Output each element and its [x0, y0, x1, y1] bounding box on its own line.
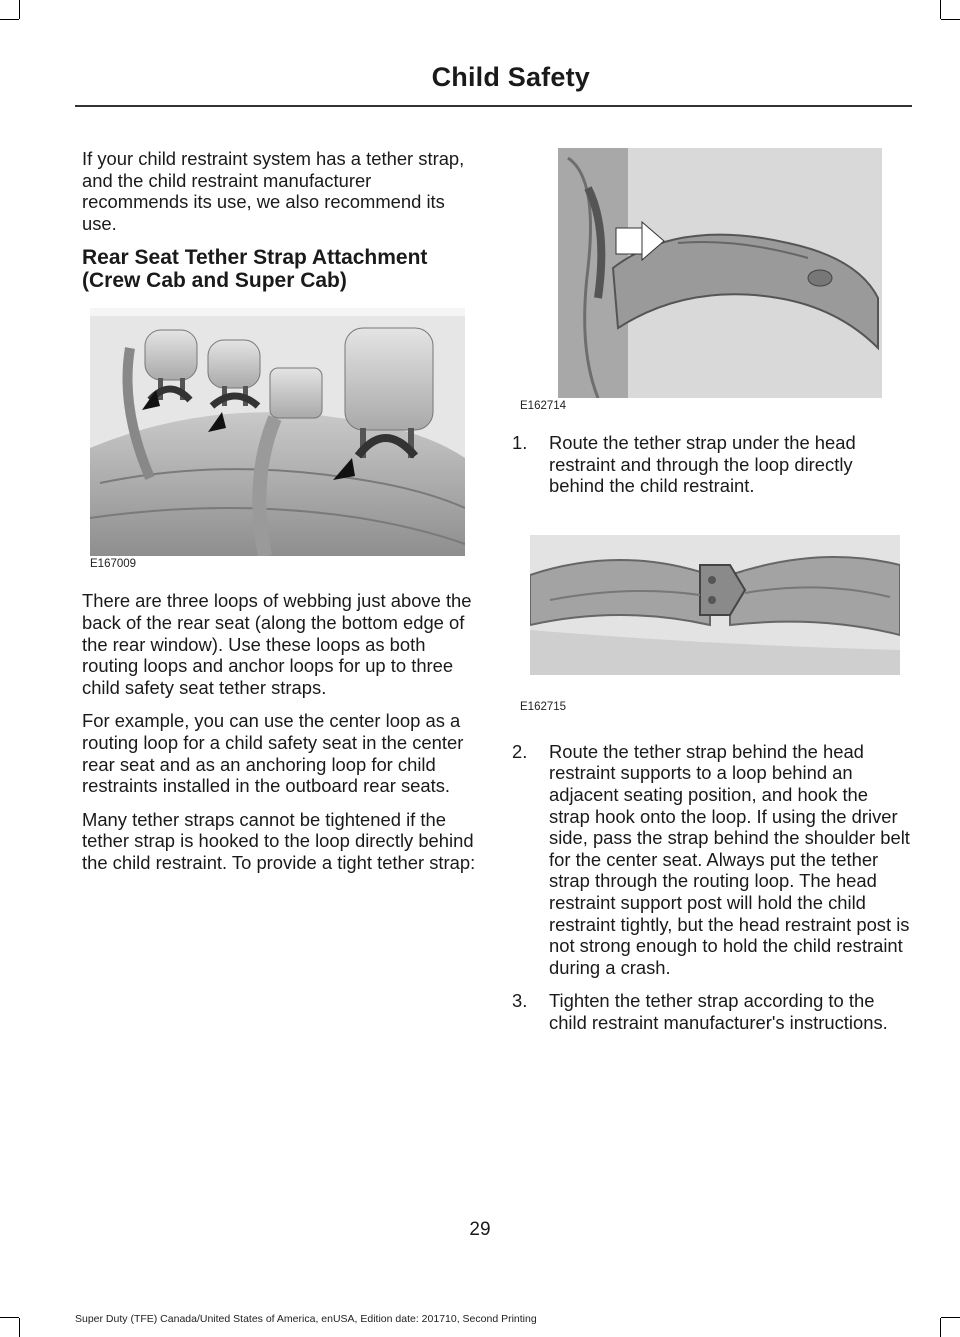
crop-mark: [940, 1318, 941, 1337]
figure-tether-route: [520, 148, 898, 412]
figure-code: E162715: [520, 700, 567, 713]
section-heading: Rear Seat Tether Strap Attachment (Crew Cab and Super Cab): [82, 246, 428, 293]
paragraph-example: For example, you can use the center loop as a routing loop for a child safety seat in the center rear seat and as an anchoring loop for child restraints installed in the outboard rear seats.: [82, 710, 464, 797]
steps-list-a: [512, 432, 910, 497]
step-item: 1. Route the tether strap under the head restraint and through the loop directly behind the child restraint.: [512, 432, 856, 497]
tether-route-drawing: [558, 148, 882, 398]
rear-seat-illustration: [90, 308, 465, 556]
figure-tether-hook: [520, 535, 898, 713]
crop-mark: [19, 0, 20, 19]
page-number: 29: [469, 1219, 491, 1240]
crop-mark: [19, 1318, 20, 1337]
header-divider: [75, 105, 912, 107]
tether-route-illustration: [558, 148, 882, 398]
tether-hook-illustration: [530, 535, 900, 675]
footer-text: Super Duty (TFE) Canada/United States of America, enUSA, Edition date: 201710, Second Printing: [75, 1313, 537, 1325]
right-column: [512, 148, 910, 1046]
step-item: 2. Route the tether strap behind the head restraint supports to a loop behind an adjacent seating position, and hook the strap hook onto the loop. If using the driver side, pass the strap behind the shoulder belt for the center seat. Always put the tether strap through the routing loop. The head restraint support post will hold the child restraint tightly, but the head restraint post is not strong enough to hold the child restraint during a crash.: [512, 740, 910, 978]
paragraph-loops: There are three loops of webbing just above the back of the rear seat (along the bottom edge of the rear window). Use these loops as both routing loops and anchor loops for up to three child safety seat tether straps.: [82, 590, 472, 698]
crop-mark: [0, 1317, 19, 1318]
left-column: [82, 148, 477, 886]
figure-rear-seat-loops: [90, 308, 465, 570]
paragraph-tether-tight: Many tether straps cannot be tightened if the tether strap is hooked to the loop directly behind the child restraint. To provide a tight tether strap:: [82, 808, 476, 873]
crop-mark: [940, 0, 941, 19]
crop-mark: [0, 19, 19, 20]
steps-list-b: [512, 741, 910, 1034]
page-title: Child Safety: [431, 62, 590, 92]
figure-code: E162714: [520, 400, 567, 412]
figure-code: E167009: [90, 558, 137, 571]
intro-paragraph: If your child restraint system has a tether strap, and the child restraint manufacturer recommends its use, we also recommend its use.: [82, 148, 465, 234]
tether-hook-drawing: [530, 535, 900, 675]
step-item: 3. Tighten the tether strap according to the child restraint manufacturer's instructions.: [512, 990, 888, 1033]
crop-mark: [941, 1317, 960, 1318]
rear-seat-drawing: [90, 308, 465, 556]
crop-mark: [941, 19, 960, 20]
